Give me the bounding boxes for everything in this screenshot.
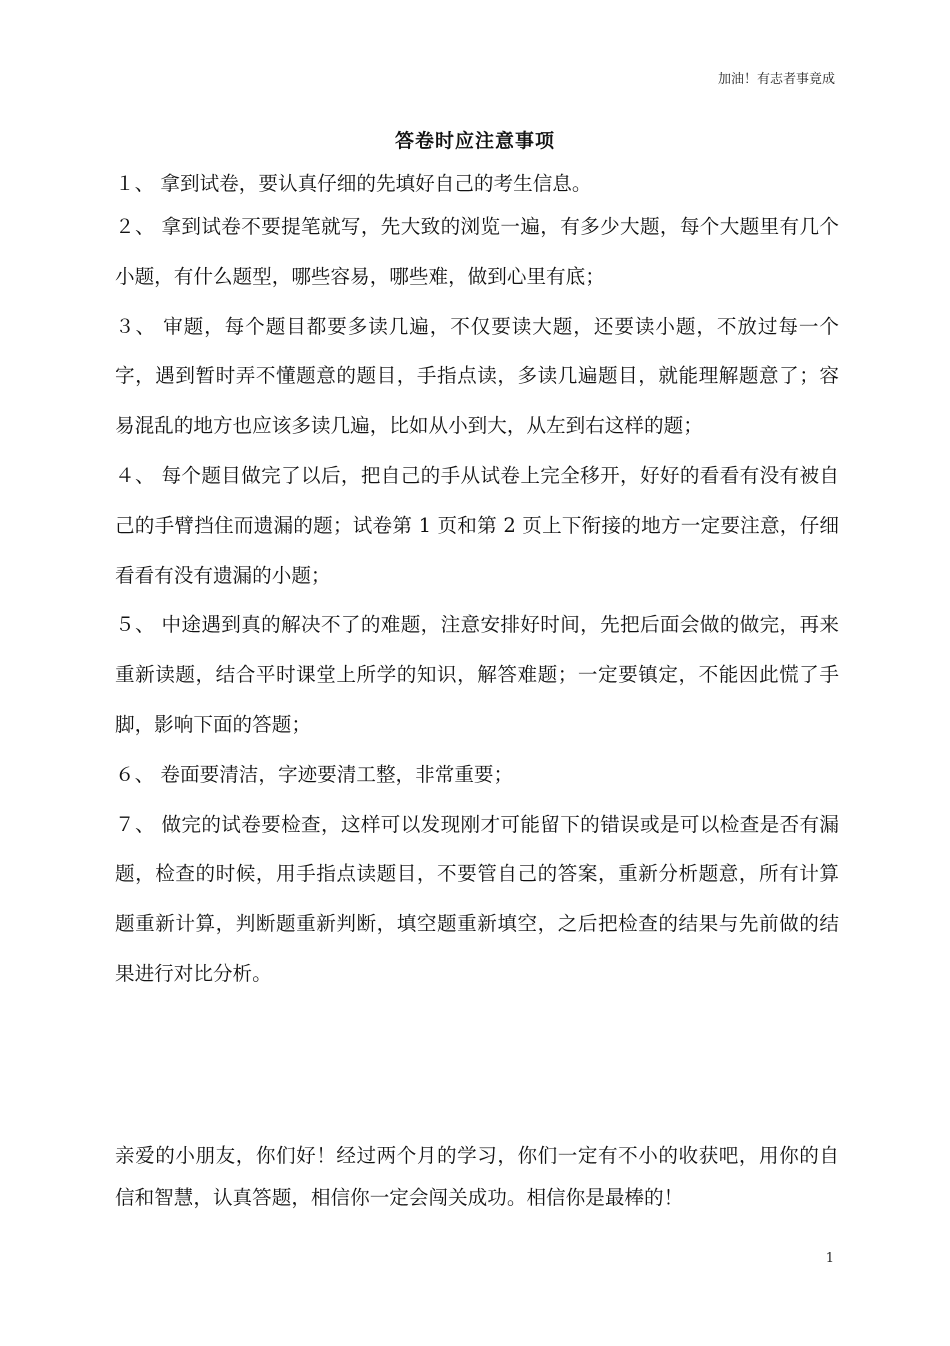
closing-message: [115, 1135, 839, 1219]
instruction-item-7: ７、 做完的试卷要检查，这样可以发现刚才可能留下的错误或是可以检查是否有漏题，检查的时候，用手指点读题目，不要管自己的答案，重新分析题意，所有计算题重新计算，判断题重新判断，填空题重新填空，之后把检查的结果与先前做的结果进行对比分析。: [115, 812, 839, 985]
page-header: 加油！有志者事竟成: [717, 72, 835, 87]
instruction-list: [115, 166, 839, 999]
instruction-item-5: ５、 中途遇到真的解决不了的难题，注意安排好时间，先把后面会做的做完，再来重新读题，结合平时课堂上所学的知识，解答难题；一定要镇定，不能因此慌了手脚，影响下面的答题；: [115, 613, 839, 736]
closing-text: 亲爱的小朋友，你们好！经过两个月的学习，你们一定有不小的收获吧，用你的自信和智慧，认真答题，相信你一定会闯关成功。相信你是最棒的！: [115, 1144, 839, 1209]
instruction-item-6: ６、 卷面要清洁，字迹要清工整，非常重要；: [115, 762, 514, 786]
instruction-item-2: ２、 拿到试卷不要提笔就写，先大致的浏览一遍，有多少大题，每个大题里有几个小题，有什么题型，哪些容易，哪些难，做到心里有底；: [115, 215, 839, 288]
instruction-item-4: ４、 每个题目做完了以后，把自己的手从试卷上完全移开，好好的看看有没有被自己的手臂挡住而遗漏的题；试卷第 1 页和第 2 页上下衔接的地方一定要注意，仔细看看有没有遗漏的小题；: [115, 463, 839, 587]
page-title: 答卷时应注意事项: [394, 130, 555, 152]
instruction-item-1: １、 拿到试卷，要认真仔细的先填好自己的考生信息。: [115, 172, 592, 195]
instruction-item-3: ３、 审题，每个题目都要多读几遍，不仅要读大题，还要读小题，不放过每一个字，遇到暂时弄不懂题意的题目，手指点读，多读几遍题目，就能理解题意了；容易混乱的地方也应该多读几遍，比如从小到大，从左到右这样的题；: [115, 314, 839, 438]
page-number: 1: [825, 1251, 834, 1266]
